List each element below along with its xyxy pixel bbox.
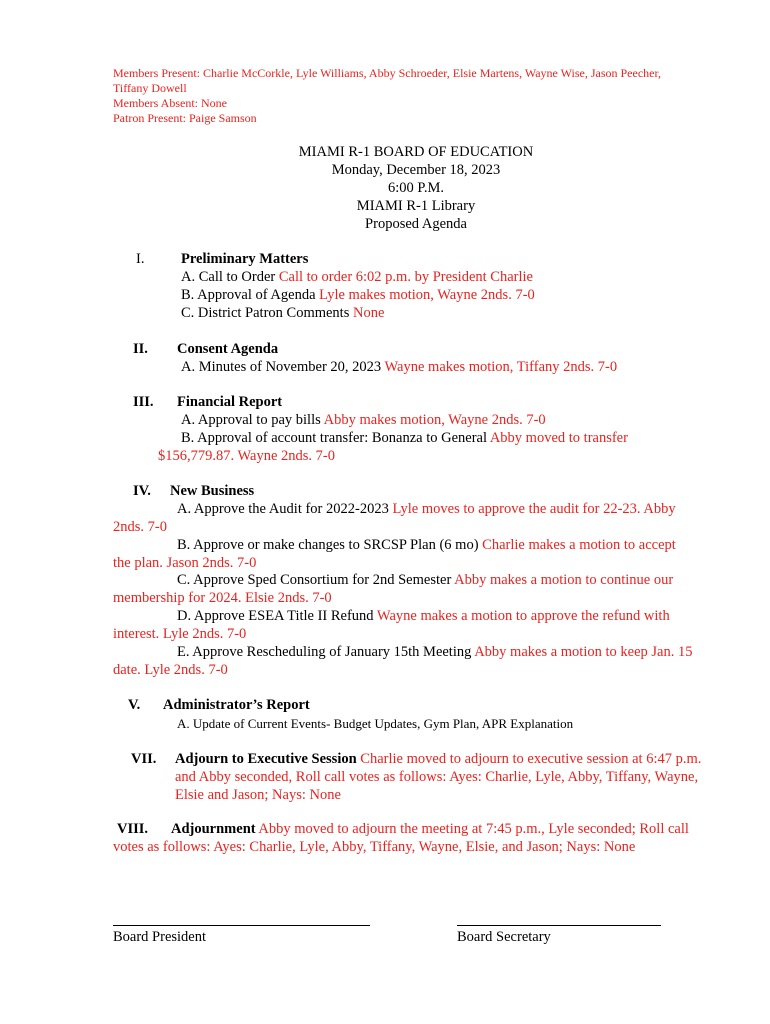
agenda-item [177, 571, 673, 589]
item-text: B. Approval of Agenda [181, 287, 320, 303]
item-note: Abby moved to transfer [489, 430, 628, 446]
members-present-cont: Tiffany Dowell [113, 81, 187, 95]
section-heading: Preliminary Matters [181, 251, 309, 267]
item-note: Lyle moves to approve the audit for 22-23. Abby [392, 501, 676, 517]
item-text: D. Approve ESEA Title II Refund [177, 608, 377, 624]
item-note: Call to order 6:02 p.m. by President Charlie [278, 269, 533, 285]
item-note-cont: votes as follows: Ayes: Charlie, Lyle, Abby, Tiffany, Wayne, Elsie, and Jason; Nays: None [113, 839, 636, 855]
agenda-item [177, 643, 692, 661]
patron-present: Patron Present: Paige Samson [113, 111, 257, 125]
section-numeral: VII. [131, 751, 157, 767]
section-numeral: V. [128, 697, 141, 713]
agenda-item [177, 536, 676, 554]
item-note: Abby makes a motion to continue our [454, 572, 674, 588]
item-text: B. Approval of account transfer: Bonanza to General [181, 430, 490, 446]
item-note-cont: $156,779.87. Wayne 2nds. 7-0 [158, 448, 335, 464]
item-note: Lyle makes motion, Wayne 2nds. 7-0 [319, 287, 535, 303]
item-note-cont: and Abby seconded, Roll call votes as follows: Ayes: Charlie, Lyle, Abby, Tiffany, Wayne, [175, 769, 699, 785]
agenda-item [171, 820, 689, 838]
agenda-item: A. Update of Current Events- Budget Updates, Gym Plan, APR Explanation [177, 716, 574, 731]
item-note-cont: interest. Lyle 2nds. 7-0 [113, 626, 247, 642]
item-text: C. District Patron Comments [181, 305, 353, 321]
item-text: E. Approve Rescheduling of January 15th Meeting [177, 644, 475, 660]
section-numeral: VIII. [117, 821, 149, 837]
item-note-cont: the plan. Jason 2nds. 7-0 [113, 555, 257, 571]
section-heading: Adjournment [171, 821, 256, 837]
item-note: Abby moved to adjourn the meeting at 7:45 p.m., Lyle seconded; Roll call [258, 821, 689, 837]
item-text: C. Approve Sped Consortium for 2nd Semester [177, 572, 455, 588]
members-present: Members Present: Charlie McCorkle, Lyle Williams, Abby Schroeder, Elsie Martens, Wayne Wise, Jason Peecher, [113, 66, 661, 80]
item-note: Charlie moved to adjourn to executive session at 6:47 p.m. [360, 751, 702, 767]
item-note-cont: date. Lyle 2nds. 7-0 [113, 662, 228, 678]
agenda-item [175, 750, 701, 768]
item-note: Wayne makes a motion to approve the refund with [376, 608, 670, 624]
item-note: Charlie makes a motion to accept [482, 537, 676, 553]
item-text: A. Call to Order [181, 269, 279, 285]
section-numeral: I. [136, 251, 145, 267]
section-heading: Financial Report [177, 394, 283, 410]
item-note: Abby makes a motion to keep Jan. 15 [474, 644, 693, 660]
agenda-item [181, 286, 535, 304]
item-text: A. Approval to pay bills [181, 412, 324, 428]
meeting-time: 6:00 P.M. [387, 180, 444, 196]
agenda-item [181, 358, 617, 376]
agenda-item [181, 268, 533, 286]
item-note-cont: 2nds. 7-0 [113, 519, 167, 535]
item-text: B. Approve or make changes to SRCSP Plan (6 mo) [177, 537, 483, 553]
item-text: A. Approve the Audit for 2022-2023 [177, 501, 393, 517]
signature-line-president [113, 925, 370, 926]
agenda-item [181, 411, 546, 429]
meeting-date: Monday, December 18, 2023 [331, 162, 501, 178]
section-heading: Adjourn to Executive Session [175, 751, 357, 767]
agenda-label: Proposed Agenda [365, 216, 467, 232]
item-note: Wayne makes motion, Tiffany 2nds. 7-0 [384, 359, 618, 375]
members-absent: Members Absent: None [113, 96, 227, 110]
item-note: Abby makes motion, Wayne 2nds. 7-0 [323, 412, 546, 428]
agenda-item [177, 607, 670, 625]
doc-title: MIAMI R-1 BOARD OF EDUCATION [298, 144, 534, 160]
agenda-item [181, 304, 384, 322]
section-numeral: II. [133, 341, 148, 357]
signature-label-president: Board President [113, 929, 207, 945]
item-note-cont: membership for 2024. Elsie 2nds. 7-0 [113, 590, 332, 606]
section-numeral: III. [133, 394, 154, 410]
agenda-item [181, 429, 628, 447]
signature-line-secretary [457, 925, 661, 926]
meeting-location: MIAMI R-1 Library [356, 198, 476, 214]
item-text: A. Minutes of November 20, 2023 [181, 359, 385, 375]
item-note-cont: Elsie and Jason; Nays: None [175, 787, 341, 803]
signature-label-secretary: Board Secretary [457, 929, 551, 945]
section-heading: Consent Agenda [177, 341, 279, 357]
section-heading: New Business [170, 483, 255, 499]
section-heading: Administrator’s Report [163, 697, 310, 713]
section-numeral: IV. [133, 483, 151, 499]
item-note: None [352, 305, 385, 321]
agenda-item [177, 500, 676, 518]
